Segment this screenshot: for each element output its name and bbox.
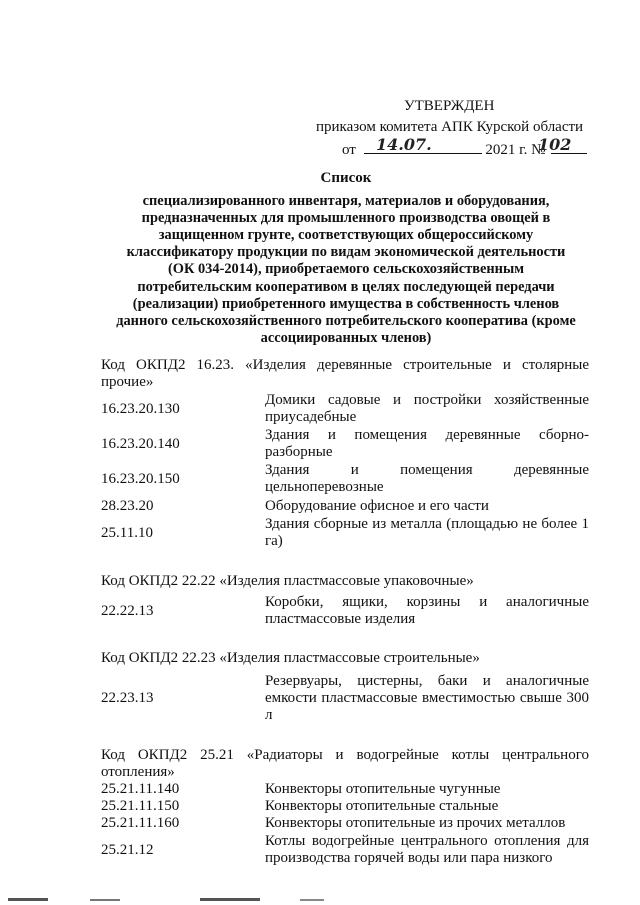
item-row <box>101 427 589 461</box>
item-row <box>101 832 589 868</box>
heading-line: классификатору продукции по видам экономической деятельности <box>126 244 566 261</box>
item-row <box>101 515 589 551</box>
approval-title: УТВЕРЖДЕН <box>404 98 495 114</box>
heading-line: потребительским кооперативом в целях последующей передачи <box>137 278 555 295</box>
item-row <box>101 781 589 798</box>
document-heading <box>96 170 596 347</box>
item-code: 16.23.20.140 <box>101 435 180 452</box>
item-code: 25.21.11.150 <box>101 798 180 814</box>
date-prefix: от <box>342 142 356 158</box>
heading-line: данного сельскохозяйственного потребительского кооператива (кроме <box>116 312 576 329</box>
item-row <box>101 497 589 515</box>
item-description: Конвекторы отопительные чугунные <box>265 781 501 797</box>
approval-date-line <box>316 135 596 161</box>
item-description: Конвекторы отопительные из прочих металлов <box>265 815 566 831</box>
section-header: Код ОКПД2 25.21 «Радиаторы и водогрейные котлы центрального отопления» <box>101 747 589 780</box>
item-code: 22.23.13 <box>101 689 154 706</box>
item-row <box>101 461 589 497</box>
year-number-label: 2021 г. № <box>485 142 546 158</box>
item-code: 25.21.11.160 <box>101 815 180 831</box>
heading-line: ассоциированных членов) <box>260 329 432 346</box>
item-description: Здания и помещения деревянные сборно-разборные <box>265 427 589 460</box>
item-code: 28.23.20 <box>101 497 154 514</box>
section-header: Код ОКПД2 22.23 «Изделия пластмассовые строительные» <box>101 650 480 666</box>
item-description: Конвекторы отопительные стальные <box>265 798 499 814</box>
handwritten-date: 14.07. <box>376 135 432 154</box>
item-description: Резервуары, цистерны, баки и аналогичные емкости пластмассовые вместимостью свыше 300 л <box>265 672 589 723</box>
item-description: Здания и помещения деревянные цельноперевозные <box>265 462 589 495</box>
item-description: Коробки, ящики, корзины и аналогичные пластмассовые изделия <box>265 594 589 627</box>
item-row <box>101 594 589 628</box>
item-row <box>101 798 589 815</box>
document-title: Список <box>320 170 372 186</box>
item-description: Домики садовые и постройки хозяйственные приусадебные <box>265 392 589 425</box>
item-code: 16.23.20.130 <box>101 400 180 417</box>
handwritten-number: 102 <box>538 135 572 154</box>
section-header: Код ОКПД2 22.22 «Изделия пластмассовые упаковочные» <box>101 573 474 589</box>
section-header: Код ОКПД2 16.23. «Изделия деревянные строительные и столярные прочие» <box>101 357 589 390</box>
approval-order-line: приказом комитета АПК Курской области <box>316 119 584 135</box>
item-row <box>101 671 589 725</box>
item-description: Котлы водогрейные центрального отопления для производства горячей воды или пара низкого <box>265 833 589 866</box>
heading-line: (ОК 034-2014), приобретаемого сельскохозяйственным <box>167 261 525 278</box>
item-description: Здания сборные из металла (площадью не более 1 га) <box>265 516 589 549</box>
item-code: 25.11.10 <box>101 524 153 541</box>
item-code: 16.23.20.150 <box>101 470 180 487</box>
scan-edge-marks <box>0 895 640 905</box>
item-code: 22.22.13 <box>101 602 154 619</box>
item-row <box>101 391 589 427</box>
item-row <box>101 815 589 832</box>
heading-line: (реализации) приобретенного имущества в собственность членов <box>132 295 560 312</box>
heading-line: специализированного инвентаря, материалов и оборудования, <box>142 193 550 210</box>
heading-line: предназначенных для промышленного производства овощей в <box>141 210 551 227</box>
item-code: 25.21.11.140 <box>101 781 180 797</box>
document-body <box>101 357 589 868</box>
heading-line: защищенном грунте, соответствующих общероссийскому <box>158 227 534 244</box>
approval-block <box>316 96 596 161</box>
item-description: Оборудование офисное и его части <box>265 497 489 514</box>
item-code: 25.21.12 <box>101 841 154 858</box>
